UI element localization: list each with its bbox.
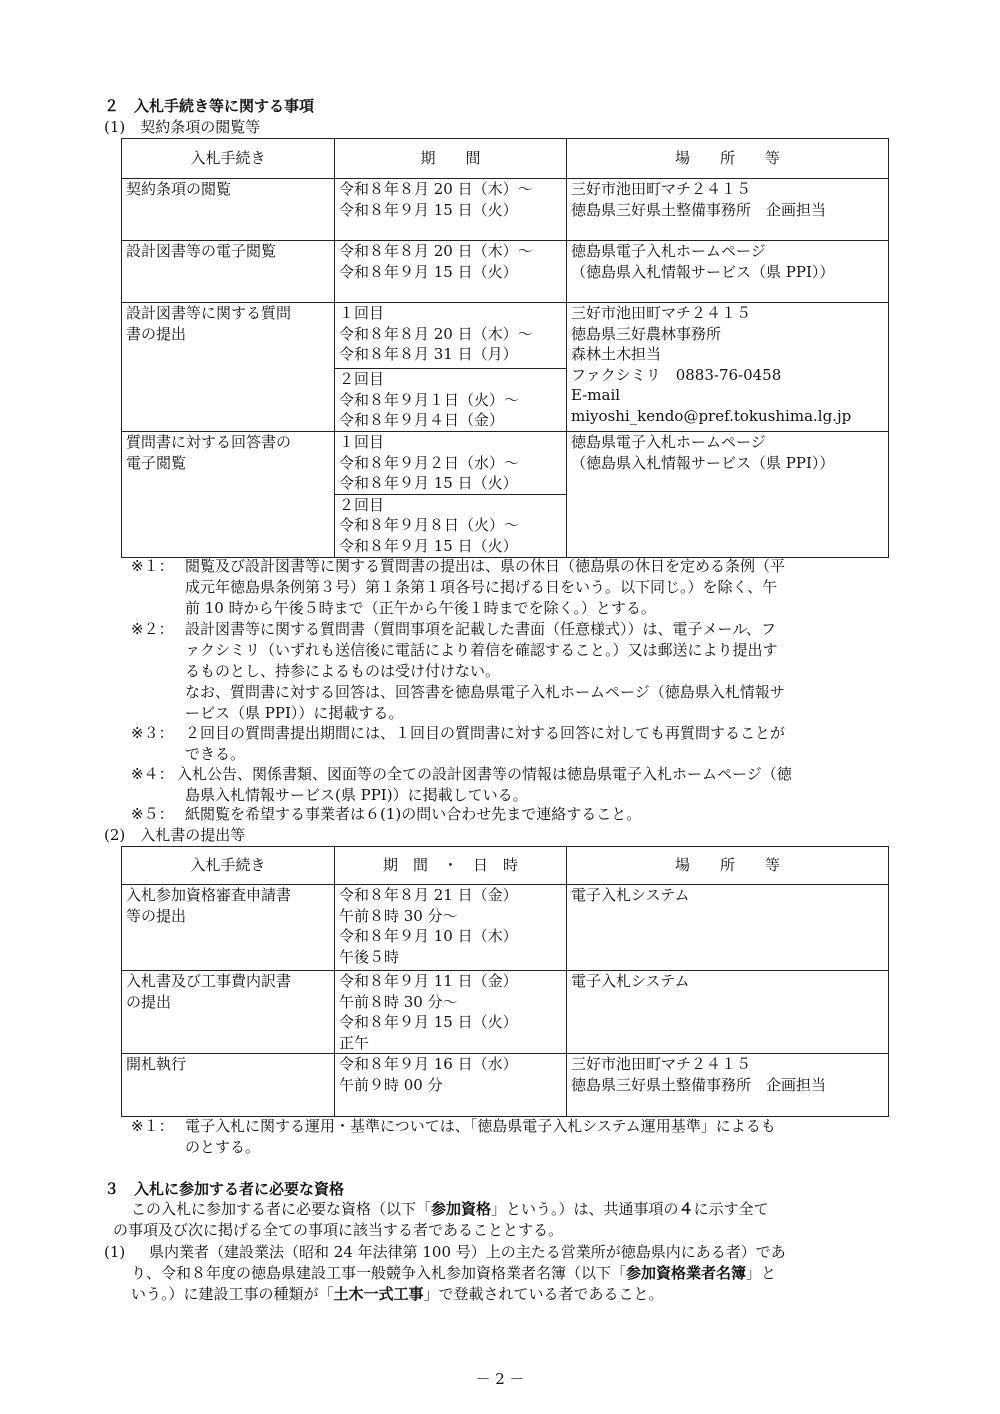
- paragraph: の事項及び次に掲げる全ての事項に該当する者であることとする。: [113, 1221, 564, 1239]
- table-row: [122, 241, 889, 303]
- place-cell: 三好市池田町マチ２４１５ 徳島県三好農林事務所 森林土木担当 ファクシミリ 0883-76-0458 E-mail miyoshi_kendo@pref.tokushima.lg.jp: [567, 303, 889, 432]
- period-cell: ２回目 令和８年９月８日（火）～ 令和８年９月 15 日（火）: [335, 494, 567, 557]
- header-place: 場 所 等: [567, 139, 889, 179]
- term-eligibility: 参加資格: [431, 1200, 492, 1218]
- period-cell: １回目 令和８年８月 20 日（木）～ 令和８年８月 31 日（月）: [335, 303, 567, 369]
- place-cell: 三好市池田町マチ２４１５ 徳島県三好県土整備事務所 企画担当: [567, 1054, 889, 1117]
- procedure-cell: 質問書に対する回答書の 電子閲覧: [122, 432, 335, 558]
- table-row: [122, 179, 889, 241]
- section-heading: ３ 入札に参加する者に必要な資格: [104, 1180, 345, 1198]
- table-row: [122, 971, 889, 1054]
- procedure-cell: 入札書及び工事費内訳書 の提出: [122, 971, 335, 1054]
- header-period: 期 間: [335, 139, 567, 179]
- place-cell: 電子入札システム: [567, 885, 889, 971]
- header-procedure: 入札手続き: [122, 139, 335, 179]
- note-2: ※２： 設計図書等に関する質問書（質問事項を記載した書面（任意様式））は、電子メール、フ ァクシミリ（いずれも送信後に電話により着信を確認すること。）又は郵送により提出す るものとし、持参によるものは受け付けない。 なお、質問書に対する回答は、回答書を徳島県電子入札ホームページ（徳島県入札情報サ ービス（県 PPI））に掲載する。: [131, 620, 785, 722]
- note-1: ※１： 電子入札に関する運用・基準については、「徳島県電子入札システム運用基準」によるも のとする。: [131, 1117, 776, 1156]
- list-item: いう。）に建設工事の種類が「土木一式工事」で登載されている者であること。: [131, 1285, 664, 1303]
- period-cell: 令和８年９月 16 日（水） 午前９時 00 分: [335, 1054, 567, 1117]
- period-cell: １回目 令和８年９月２日（水）～ 令和８年９月 15 日（火）: [335, 432, 567, 495]
- term-civil-works: 土木一式工事: [333, 1285, 424, 1303]
- place-cell: 三好市池田町マチ２４１５ 徳島県三好県土整備事務所 企画担当: [567, 179, 889, 241]
- note-5: ※５： 紙閲覧を希望する事業者は６(1)の問い合わせ先まで連絡すること。: [131, 805, 642, 823]
- header-procedure: 入札手続き: [122, 847, 335, 885]
- note-4: ※４： 入札公告、関係書類、図面等の全ての設計図書等の情報は徳島県電子入札ホームページ（徳 島県入札情報サービス(県 PPI)）に掲載している。: [131, 765, 792, 804]
- subsection-heading: (2) 入札書の提出等: [104, 826, 246, 844]
- list-item-marker: (1): [104, 1243, 126, 1261]
- table-row: [122, 885, 889, 971]
- subsection-heading: (1) 契約条項の閲覧等: [104, 118, 261, 136]
- header-place: 場 所 等: [567, 847, 889, 885]
- period-cell: ２回目 令和８年９月１日（火）～ 令和８年９月４日（金）: [335, 369, 567, 432]
- procedure-cell: 開札執行: [122, 1054, 335, 1117]
- procedure-cell: 入札参加資格審査申請書 等の提出: [122, 885, 335, 971]
- note-3: ※３： ２回目の質問書提出期間には、１回目の質問書に対する回答に対しても再質問することが できる。: [131, 724, 786, 763]
- period-cell: 令和８年８月 20 日（木）～ 令和８年９月 15 日（火）: [335, 241, 567, 303]
- table-row: [122, 1054, 889, 1117]
- procedure-cell: 設計図書等の電子閲覧: [122, 241, 335, 303]
- place-cell: 徳島県電子入札ホームページ （徳島県入札情報サービス（県 PPI））: [567, 432, 889, 558]
- table-row: [122, 303, 889, 369]
- contract-inspection-table: [121, 138, 889, 558]
- email-address: miyoshi_kendo@pref.tokushima.lg.jp: [571, 406, 852, 425]
- table-header-row: [122, 139, 889, 179]
- term-eligible-list: 参加資格業者名簿: [626, 1264, 747, 1282]
- bid-submission-table: [121, 846, 889, 1117]
- table-row: [122, 432, 889, 495]
- period-cell: 令和８年８月 20 日（木）～ 令和８年９月 15 日（火）: [335, 179, 567, 241]
- paragraph: この入札に参加する者に必要な資格（以下「参加資格」という。）は、共通事項の４に示す全て: [131, 1200, 769, 1218]
- list-item: 県内業者（建設業法（昭和 24 年法律第 100 号）上の主たる営業所が徳島県内にある者）であ: [149, 1243, 786, 1261]
- page-number: － 2 －: [475, 1370, 525, 1388]
- procedure-cell: 契約条項の閲覧: [122, 179, 335, 241]
- list-item: り、令和８年度の徳島県建設工事一般競争入札参加資格業者名簿（以下「参加資格業者名簿」と: [131, 1264, 777, 1282]
- section-heading: ２ 入札手続き等に関する事項: [104, 97, 315, 115]
- note-1: ※１： 閲覧及び設計図書等に関する質問書の提出は、県の休日（徳島県の休日を定める条例（平 成元年徳島県条例第３号）第１条第１項各号に掲げる日をいう。以下同じ。）を除く、午 前 10 時から午後５時まで（正午から午後１時までを除く。）とする。: [131, 557, 786, 617]
- place-cell: 電子入札システム: [567, 971, 889, 1054]
- procedure-cell: 設計図書等に関する質問 書の提出: [122, 303, 335, 432]
- period-cell: 令和８年８月 21 日（金） 午前８時 30 分～ 令和８年９月 10 日（木） 午後５時: [335, 885, 567, 971]
- period-cell: 令和８年９月 11 日（金） 午前８時 30 分～ 令和８年９月 15 日（火） 正午: [335, 971, 567, 1054]
- place-cell: 徳島県電子入札ホームページ （徳島県入札情報サービス（県 PPI））: [567, 241, 889, 303]
- table-header-row: [122, 847, 889, 885]
- header-period: 期 間 ・ 日 時: [335, 847, 567, 885]
